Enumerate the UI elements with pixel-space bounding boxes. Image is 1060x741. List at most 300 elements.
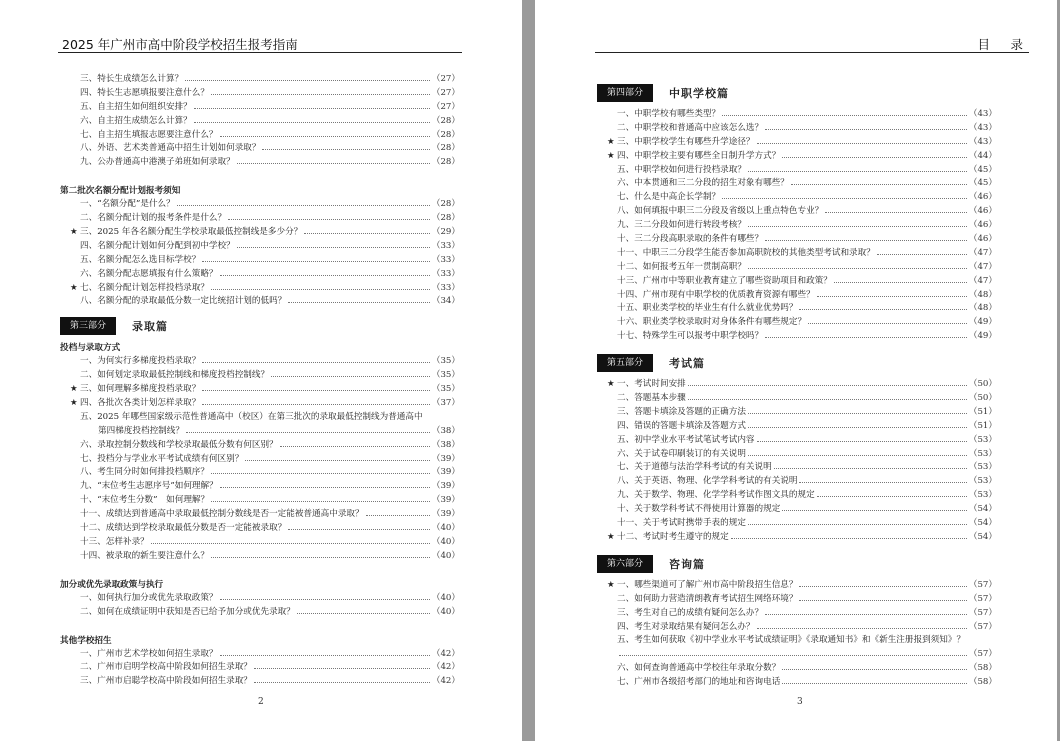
- toc-entry[interactable]: [60, 592, 460, 606]
- star-icon: ★: [607, 136, 615, 147]
- star-icon: ★: [607, 150, 615, 161]
- entry-text: 八、外语、艺术类普通高中招生计划如何录取？: [80, 143, 261, 154]
- leader-dots: [271, 376, 430, 377]
- star-icon: ★: [70, 282, 78, 293]
- star-icon: ★: [70, 398, 78, 409]
- toc-entry[interactable]: [60, 87, 460, 101]
- leader-dots: [782, 669, 967, 670]
- entry-text: 一、如何执行加分或优先录取政策？: [80, 592, 218, 603]
- entry-text: 八、名额分配的录取最低分数一定比统招计划的低吗？: [80, 296, 287, 307]
- leader-dots: [791, 184, 967, 185]
- leader-dots: [366, 515, 430, 516]
- entry-page: （39）: [431, 509, 460, 520]
- toc-entry[interactable]: [60, 536, 460, 550]
- entry-text: 一、中职学校有哪些类型？: [617, 109, 721, 119]
- leader-dots: [262, 149, 429, 150]
- toc-entry[interactable]: [597, 448, 997, 462]
- toc-list: [60, 73, 460, 170]
- leader-dots: [211, 289, 430, 290]
- entry-page: （57）: [968, 579, 997, 590]
- toc-entry[interactable]: [597, 662, 997, 676]
- leader-dots: [288, 529, 430, 530]
- toc-entry[interactable]: [597, 164, 997, 178]
- leader-dots: [799, 482, 966, 483]
- toc-entry[interactable]: [597, 316, 997, 330]
- entry-text: 二、如何在成绩证明中获知是否已给予加分或优先录取？: [80, 606, 295, 617]
- entry-page: （51）: [968, 406, 997, 417]
- leader-dots: [748, 171, 967, 172]
- toc-entry[interactable]: [60, 115, 460, 129]
- entry-text: 五、中职学校如何进行投档录取？: [617, 164, 746, 175]
- entry-text: 一、哪些渠道可了解广州市高中阶段招生信息？: [617, 579, 798, 590]
- entry-page: （27）: [431, 87, 460, 98]
- toc-entry[interactable]: [597, 122, 997, 136]
- part-heading: [60, 317, 460, 335]
- part-title: 咨询篇: [669, 557, 706, 571]
- toc-list: [60, 439, 460, 564]
- entry-page: （44）: [968, 150, 997, 161]
- toc-entry[interactable]: [597, 289, 997, 303]
- entry-text: 十六、职业类学校录取时对身体条件有哪些规定？: [617, 317, 807, 328]
- subsection-title: 其他学校招生: [60, 635, 112, 646]
- part-label: 第五部分: [597, 354, 653, 372]
- entry-text: 十一、中职三二分段学生能否参加高职院校的其他类型考试和录取？: [617, 247, 875, 258]
- entry-text: 三、答题卡填涂及答题的正确方法: [617, 406, 746, 417]
- toc-entry[interactable]: [597, 593, 997, 607]
- toc-entry[interactable]: [597, 233, 997, 247]
- entry-page: （47）: [968, 247, 997, 258]
- entry-page: （40）: [431, 523, 460, 534]
- leader-dots: [220, 136, 430, 137]
- entry-text: 六、名额分配志愿填报有什么策略？: [80, 268, 218, 279]
- leader-dots: [688, 399, 967, 400]
- entry-text: 四、考生对录取结果有疑问怎么办？: [617, 621, 755, 632]
- entry-page: （28）: [431, 129, 460, 140]
- leader-dots: [748, 268, 967, 269]
- subsection-title: 加分或优先录取政策与执行: [60, 579, 164, 590]
- entry-page: （43）: [968, 136, 997, 147]
- toc-list: [597, 108, 997, 344]
- star-icon: ★: [607, 531, 615, 542]
- leader-dots: [220, 655, 430, 656]
- leader-dots: [151, 543, 430, 544]
- toc-entry[interactable]: [597, 461, 997, 475]
- entry-text: 四、名额分配计划如何分配到初中学校？: [80, 240, 235, 251]
- entry-text: 十、关于数学科考试不得使用计算器的规定: [617, 504, 781, 515]
- toc-entry[interactable]: [60, 522, 460, 536]
- leader-dots: [211, 501, 430, 502]
- entry-page: （40）: [431, 592, 460, 603]
- entry-page: （33）: [431, 268, 460, 279]
- entry-text: 三、中职学校学生有哪些升学途径？: [617, 136, 755, 147]
- toc-entry[interactable]: [597, 378, 997, 392]
- toc-entry[interactable]: [60, 254, 460, 268]
- star-icon: ★: [607, 379, 615, 390]
- entry-text: 六、关于试卷印刷装订的有关说明: [617, 448, 746, 459]
- part-label: 第三部分: [60, 317, 116, 335]
- toc-entry[interactable]: [60, 453, 460, 467]
- entry-text: 十一、关于考试时携带手表的规定: [617, 518, 746, 529]
- entry-text: 十四、被录取的新生要注意什么？: [80, 550, 209, 561]
- toc-entry[interactable]: [60, 439, 460, 453]
- entry-text: 九、三二分段如何进行转段考核？: [617, 220, 746, 231]
- entry-text: 八、如何填报中职三二分段及省级以上重点特色专业？: [617, 206, 824, 217]
- part-title: 录取篇: [132, 320, 169, 334]
- leader-dots: [808, 323, 967, 324]
- toc-entry[interactable]: [60, 675, 460, 689]
- entry-text: 二、广州市启明学校高中阶段如何招生录取？: [80, 662, 252, 673]
- toc-entry[interactable]: [60, 550, 460, 564]
- entry-page: （53）: [968, 434, 997, 445]
- entry-page: （46）: [968, 206, 997, 217]
- leader-dots: [782, 157, 967, 158]
- entry-page: （39）: [431, 495, 460, 506]
- entry-text: 十、“末位考生分数” 如何理解？: [80, 495, 210, 506]
- entry-page: （57）: [968, 593, 997, 604]
- leader-dots: [304, 233, 430, 234]
- toc-entry[interactable]: [597, 205, 997, 219]
- toc-entry[interactable]: [597, 177, 997, 191]
- entry-page: （43）: [968, 109, 997, 119]
- toc-entry[interactable]: [60, 397, 460, 411]
- entry-page: （35）: [431, 370, 460, 381]
- entry-text: 七、投档分与学业水平考试成绩有何区别？: [80, 453, 244, 464]
- leader-dots: [237, 163, 430, 164]
- entry-page: （38）: [431, 425, 460, 436]
- entry-page: （43）: [968, 122, 997, 133]
- toc-list: [60, 198, 460, 309]
- toc-entry[interactable]: [60, 648, 460, 662]
- toc-content-right: [597, 84, 997, 690]
- entry-text: 四、中职学校主要有哪些全日制升学方式？: [617, 150, 781, 161]
- leader-dots: [799, 309, 966, 310]
- toc-entry[interactable]: [597, 517, 997, 531]
- entry-page: （45）: [968, 164, 997, 175]
- entry-page: （46）: [968, 234, 997, 245]
- part-label: 第四部分: [597, 84, 653, 102]
- leader-dots: [834, 282, 967, 283]
- page-header-title: 2025 年广州市高中阶段学校招生报考指南: [62, 37, 298, 52]
- toc-entry[interactable]: [60, 383, 460, 397]
- leader-dots: [202, 404, 430, 405]
- leader-dots: [211, 473, 430, 474]
- leader-dots: [765, 129, 967, 130]
- entry-text: 十三、怎样补录？: [80, 536, 149, 547]
- toc-entry[interactable]: [60, 142, 460, 156]
- toc-entry[interactable]: [60, 508, 460, 522]
- header-rule: [595, 52, 1029, 53]
- leader-dots: [220, 487, 430, 488]
- leader-dots: [757, 441, 967, 442]
- entry-text: 一、“名额分配”是什么？: [80, 199, 175, 210]
- entry-page: （35）: [431, 356, 460, 367]
- right-page: [535, 0, 1057, 741]
- toc-entry[interactable]: [60, 129, 460, 143]
- leader-dots: [799, 600, 966, 601]
- leader-dots: [722, 198, 967, 199]
- entry-page: （34）: [431, 296, 460, 307]
- entry-text: 六、如何查询普通高中学校往年录取分数？: [617, 663, 781, 674]
- leader-dots: [297, 613, 430, 614]
- entry-text: 九、公办普通高中港澳子弟班如何录取？: [80, 157, 235, 168]
- entry-page: （28）: [431, 157, 460, 168]
- toc-entry[interactable]: [597, 489, 997, 503]
- entry-page: （40）: [431, 536, 460, 547]
- entry-text: 第四梯度投档控制线？: [98, 425, 184, 436]
- left-page: [0, 0, 522, 741]
- entry-text: 二、答题基本步骤: [617, 393, 686, 404]
- toc-entry[interactable]: [60, 480, 460, 494]
- entry-text: 三、2025 年各名额分配生学校录取最低控制线是多少分？: [80, 227, 303, 238]
- toc-entry[interactable]: [60, 268, 460, 282]
- entry-page: （28）: [431, 115, 460, 126]
- toc-entry[interactable]: [597, 150, 997, 164]
- entry-text: 十二、考试时考生遵守的规定: [617, 531, 729, 542]
- toc-entry[interactable]: [597, 108, 997, 122]
- subsection-title: 投档与录取方式: [60, 343, 121, 354]
- entry-text: 三、特长生成绩怎么计算？: [80, 74, 184, 84]
- entry-text: 十一、成绩达到普通高中录取最低控制分数线是否一定能被普通高中录取？: [80, 509, 364, 520]
- leader-dots: [765, 337, 967, 338]
- entry-text: 一、广州市艺术学校如何招生录取？: [80, 648, 218, 659]
- leader-dots: [619, 655, 967, 656]
- toc-entry[interactable]: [60, 411, 460, 425]
- entry-text: 一、为何实行多梯度投档录取？: [80, 356, 201, 367]
- entry-page: （50）: [968, 393, 997, 404]
- leader-dots: [237, 247, 430, 248]
- toc-entry[interactable]: [597, 392, 997, 406]
- entry-page: （58）: [968, 677, 997, 688]
- toc-entry[interactable]: [60, 198, 460, 212]
- leader-dots: [748, 455, 967, 456]
- toc-entry[interactable]: [597, 261, 997, 275]
- entry-page: （27）: [431, 101, 460, 112]
- entry-text: 六、中本贯通和三二分段的招生对象有哪些？: [617, 178, 789, 189]
- entry-page: （37）: [431, 398, 460, 409]
- entry-page: （33）: [431, 240, 460, 251]
- entry-text: 六、自主招生成绩怎么计算？: [80, 115, 192, 126]
- toc-entry[interactable]: [60, 226, 460, 240]
- part-heading: [597, 354, 997, 372]
- leader-dots: [194, 122, 430, 123]
- entry-text: 十二、成绩达到学校录取最低分数是否一定能被录取？: [80, 523, 287, 534]
- leader-dots: [211, 557, 430, 558]
- toc-entry[interactable]: [597, 621, 997, 635]
- entry-text: 七、自主招生填报志愿要注意什么？: [80, 129, 218, 140]
- leader-dots: [782, 683, 967, 684]
- entry-text: 十四、广州市现有中职学校的优质教育资源有哪些？: [617, 289, 815, 300]
- entry-text: 二、中职学校和普通高中应该怎么选？: [617, 122, 764, 133]
- leader-dots: [220, 599, 430, 600]
- entry-text: 五、2025 年哪些国家级示范性普通高中（校区）在第三批次的录取最低控制线为普通高中: [80, 411, 423, 422]
- entry-page: （47）: [968, 275, 997, 286]
- part-label: 第六部分: [597, 555, 653, 573]
- toc-entry[interactable]: [597, 531, 997, 545]
- entry-page: （53）: [968, 462, 997, 473]
- entry-page: （45）: [968, 178, 997, 189]
- entry-text: 三、广州市启聪学校高中阶段如何招生录取？: [80, 676, 252, 687]
- entry-page: （33）: [431, 254, 460, 265]
- toc-entry[interactable]: [597, 676, 997, 690]
- leader-dots: [245, 460, 430, 461]
- entry-page: （48）: [968, 303, 997, 314]
- page-number: 3: [797, 697, 803, 707]
- entry-page: （48）: [968, 289, 997, 300]
- leader-dots: [688, 385, 967, 386]
- entry-text: 五、初中学业水平考试笔试考试内容: [617, 434, 755, 445]
- entry-page: （51）: [968, 420, 997, 431]
- leader-dots: [774, 468, 967, 469]
- entry-text: 八、关于英语、物理、化学学科考试的有关说明: [617, 476, 798, 487]
- part-heading: [597, 84, 997, 102]
- toc-entry[interactable]: [60, 240, 460, 254]
- toc-entry[interactable]: [60, 295, 460, 309]
- toc-entry[interactable]: [597, 434, 997, 448]
- leader-dots: [220, 275, 430, 276]
- toc-content-left: [60, 73, 460, 689]
- toc-entry[interactable]: [597, 579, 997, 593]
- leader-dots: [782, 510, 967, 511]
- entry-page: （28）: [431, 143, 460, 154]
- leader-dots: [254, 682, 430, 683]
- leader-dots: [177, 205, 430, 206]
- toc-entry-continuation[interactable]: [60, 425, 460, 439]
- entry-text: 五、名额分配怎么选目标学校？: [80, 254, 201, 265]
- toc-entry[interactable]: [597, 503, 997, 517]
- entry-page: （49）: [968, 317, 997, 328]
- leader-dots: [748, 427, 967, 428]
- entry-text: 十三、广州市中等职业教育建立了哪些资助项目和政策？: [617, 275, 832, 286]
- entry-page: （42）: [431, 662, 460, 673]
- toc-entry[interactable]: [60, 606, 460, 620]
- page-number: 2: [258, 697, 264, 707]
- toc-entry[interactable]: [597, 302, 997, 316]
- toc-list: [60, 592, 460, 620]
- leader-dots: [211, 94, 430, 95]
- toc-entry[interactable]: [60, 212, 460, 226]
- entry-text: 十二、如何报考五年一贯制高职？: [617, 261, 746, 272]
- entry-text: 四、特长生志愿填报要注意什么？: [80, 87, 209, 98]
- star-icon: ★: [70, 384, 78, 395]
- entry-page: （39）: [431, 453, 460, 464]
- entry-page: （54）: [968, 504, 997, 515]
- entry-page: （47）: [968, 261, 997, 272]
- toc-entry[interactable]: [60, 661, 460, 675]
- entry-text: 七、名额分配计划怎样投档录取？: [80, 282, 209, 293]
- entry-text: 六、录取控制分数线和学校录取最低分数有何区别？: [80, 439, 278, 450]
- entry-text: 七、关于道德与法治学科考试的有关说明: [617, 462, 772, 473]
- toc-entry[interactable]: [60, 494, 460, 508]
- entry-text: 三、考生对自己的成绩有疑问怎么办？: [617, 607, 764, 618]
- toc-list: [60, 355, 460, 411]
- entry-text: 八、考生同分时如何排投档顺序？: [80, 467, 209, 478]
- entry-page: （29）: [431, 227, 460, 238]
- entry-text: 一、考试时间安排: [617, 379, 686, 390]
- entry-text: 九、“末位考生志愿序号”如何理解？: [80, 481, 218, 492]
- subsection-title: 第二批次名额分配计划报考须知: [60, 186, 181, 197]
- entry-page: （33）: [431, 282, 460, 293]
- entry-text: 二、如何助力营造清朗教育考试招生网络环境？: [617, 593, 798, 604]
- leader-dots: [748, 413, 967, 414]
- entry-text: 四、各批次各类计划怎样录取？: [80, 398, 201, 409]
- toc-entry[interactable]: [597, 136, 997, 150]
- toc-list: [60, 648, 460, 690]
- leader-dots: [280, 446, 430, 447]
- leader-dots: [757, 628, 967, 629]
- toc-entry[interactable]: [60, 355, 460, 369]
- entry-page: （40）: [431, 606, 460, 617]
- entry-page: （46）: [968, 220, 997, 231]
- entry-text: 十、三二分段高职录取的条件有哪些？: [617, 234, 764, 245]
- toc-entry-continuation[interactable]: [597, 648, 997, 662]
- entry-page: （54）: [968, 518, 997, 529]
- leader-dots: [202, 362, 430, 363]
- toc-entry[interactable]: [60, 156, 460, 170]
- toc-entry[interactable]: [60, 282, 460, 296]
- entry-page: （39）: [431, 481, 460, 492]
- entry-text: 九、关于数学、物理、化学学科考试作图文具的规定: [617, 490, 815, 501]
- entry-page: （57）: [968, 649, 997, 660]
- entry-page: （50）: [968, 379, 997, 390]
- entry-page: （42）: [431, 648, 460, 659]
- part-title: 中职学校篇: [669, 87, 730, 100]
- entry-text: 二、如何划定录取最低控制线和梯度投档控制线？: [80, 370, 270, 381]
- entry-page: （57）: [968, 621, 997, 632]
- leader-dots: [817, 296, 967, 297]
- entry-page: （53）: [968, 448, 997, 459]
- toc-entry[interactable]: [597, 607, 997, 621]
- leader-dots: [228, 219, 430, 220]
- leader-dots: [799, 586, 966, 587]
- entry-text: 二、名额分配计划的报考条件是什么？: [80, 213, 227, 224]
- entry-text: 四、错误的答题卡填涂及答题方式: [617, 420, 746, 431]
- entry-text: 七、什么是中高企长学制？: [617, 192, 721, 203]
- part-heading: [597, 555, 997, 573]
- entry-page: （53）: [968, 476, 997, 487]
- toc-entry[interactable]: [597, 330, 997, 344]
- toc-entry[interactable]: [597, 420, 997, 434]
- leader-dots: [765, 614, 967, 615]
- toc-entry[interactable]: [597, 406, 997, 420]
- entry-page: （58）: [968, 663, 997, 674]
- toc-entry[interactable]: [597, 191, 997, 205]
- toc-entry[interactable]: [597, 475, 997, 489]
- leader-dots: [722, 115, 967, 116]
- leader-dots: [202, 390, 430, 391]
- leader-dots: [877, 254, 967, 255]
- leader-dots: [817, 496, 967, 497]
- entry-page: （38）: [431, 439, 460, 450]
- toc-entry[interactable]: [597, 634, 997, 648]
- toc-entry[interactable]: [60, 73, 460, 87]
- toc-entry[interactable]: [597, 219, 997, 233]
- toc-entry[interactable]: [597, 275, 997, 289]
- star-icon: ★: [70, 227, 78, 238]
- leader-dots: [731, 538, 967, 539]
- toc-entry[interactable]: [60, 369, 460, 383]
- leader-dots: [186, 432, 430, 433]
- entry-page: （39）: [431, 467, 460, 478]
- entry-page: （28）: [431, 199, 460, 210]
- entry-text: 十五、职业类学校的毕业生有什么就业优势吗？: [617, 303, 798, 314]
- toc-entry[interactable]: [60, 101, 460, 115]
- toc-entry[interactable]: [597, 247, 997, 261]
- entry-text: 三、如何理解多梯度投档录取？: [80, 384, 201, 395]
- entry-page: （27）: [431, 74, 460, 84]
- entry-page: （57）: [968, 607, 997, 618]
- leader-dots: [765, 240, 967, 241]
- toc-entry[interactable]: [60, 466, 460, 480]
